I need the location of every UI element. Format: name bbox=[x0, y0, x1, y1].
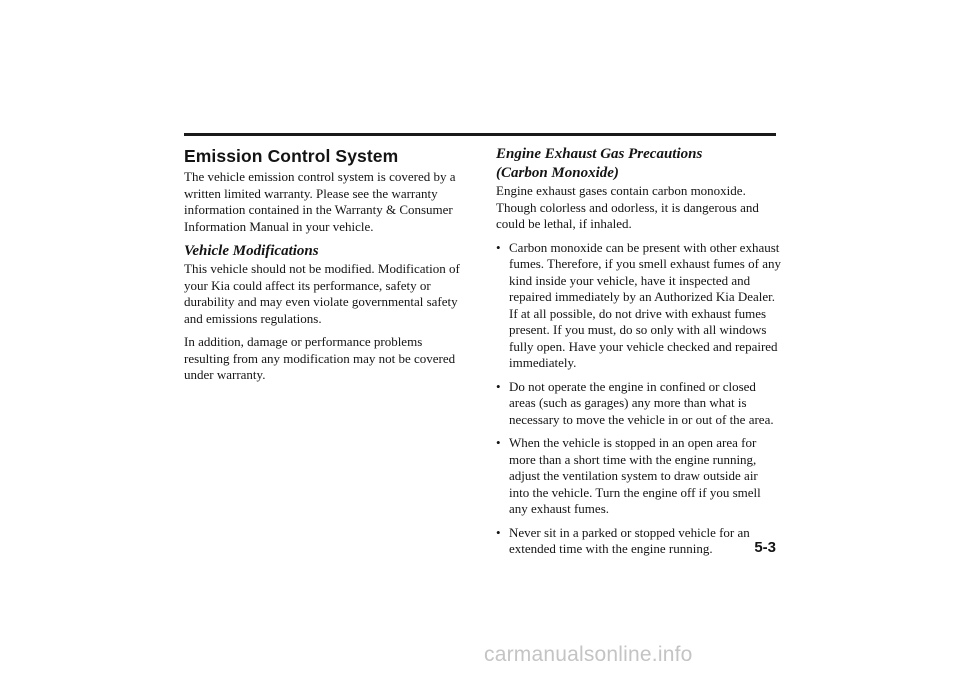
list-item-text: Carbon monoxide can be present with other exhaust fumes. Therefore, if you smell exhaust fumes of any kind inside your vehicle, have it inspected and repaired immediately by an Authorized Kia Dealer. If at all possible, do not drive with exhaust fumes present. If you must, do so only with all windows fully open. Have your vehicle checked and repaired immediately. bbox=[509, 239, 781, 370]
bullet-icon: • bbox=[496, 435, 501, 450]
exhaust-heading-line-2: (Carbon Monoxide) bbox=[496, 165, 619, 181]
list-item-text: Do not operate the engine in confined or closed areas (such as garages) any more than what is necessary to move the vehicle in or out of the area. bbox=[509, 378, 774, 427]
modifications-heading: Vehicle Modifications bbox=[184, 243, 319, 259]
page-number: 5-3 bbox=[754, 539, 776, 556]
emission-intro-paragraph: The vehicle emission control system is covered by a written limited warranty. Please see the warranty information contained in the Warranty & Consumer Information Manual in your vehicle. bbox=[184, 169, 456, 234]
exhaust-intro-paragraph: Engine exhaust gases contain carbon monoxide. Though colorless and odorless, it is dangerous and could be lethal, if inhaled. bbox=[496, 183, 759, 231]
precautions-list bbox=[496, 240, 781, 558]
section-title: Emission Control System bbox=[184, 146, 399, 166]
list-item bbox=[496, 379, 781, 429]
bullet-icon: • bbox=[496, 239, 501, 255]
list-item-text: When the vehicle is stopped in an open area for more than a short time with the engine running, adjust the ventilation system to draw outside air into the vehicle. Turn the engine off if you smell any exhaust fumes. bbox=[509, 435, 761, 516]
watermark-text: carmanualsonline.info bbox=[484, 643, 693, 666]
modifications-paragraph-2: In addition, damage or performance problems resulting from any modification may not be covered under warranty. bbox=[184, 334, 456, 382]
list-item bbox=[496, 240, 781, 372]
list-item-text: Never sit in a parked or stopped vehicle for an extended time with the engine running. bbox=[509, 524, 750, 556]
header-rule bbox=[184, 133, 776, 136]
exhaust-heading-line-1: Engine Exhaust Gas Precautions bbox=[496, 146, 703, 162]
bullet-icon: • bbox=[496, 378, 501, 394]
right-column bbox=[496, 145, 781, 565]
left-column bbox=[184, 145, 469, 391]
modifications-paragraph-1: This vehicle should not be modified. Modification of your Kia could affect its performance, safety or durability and may even violate governmental safety and emissions regulations. bbox=[184, 261, 460, 326]
list-item bbox=[496, 435, 781, 518]
bullet-icon: • bbox=[496, 524, 501, 540]
list-item bbox=[496, 525, 781, 558]
